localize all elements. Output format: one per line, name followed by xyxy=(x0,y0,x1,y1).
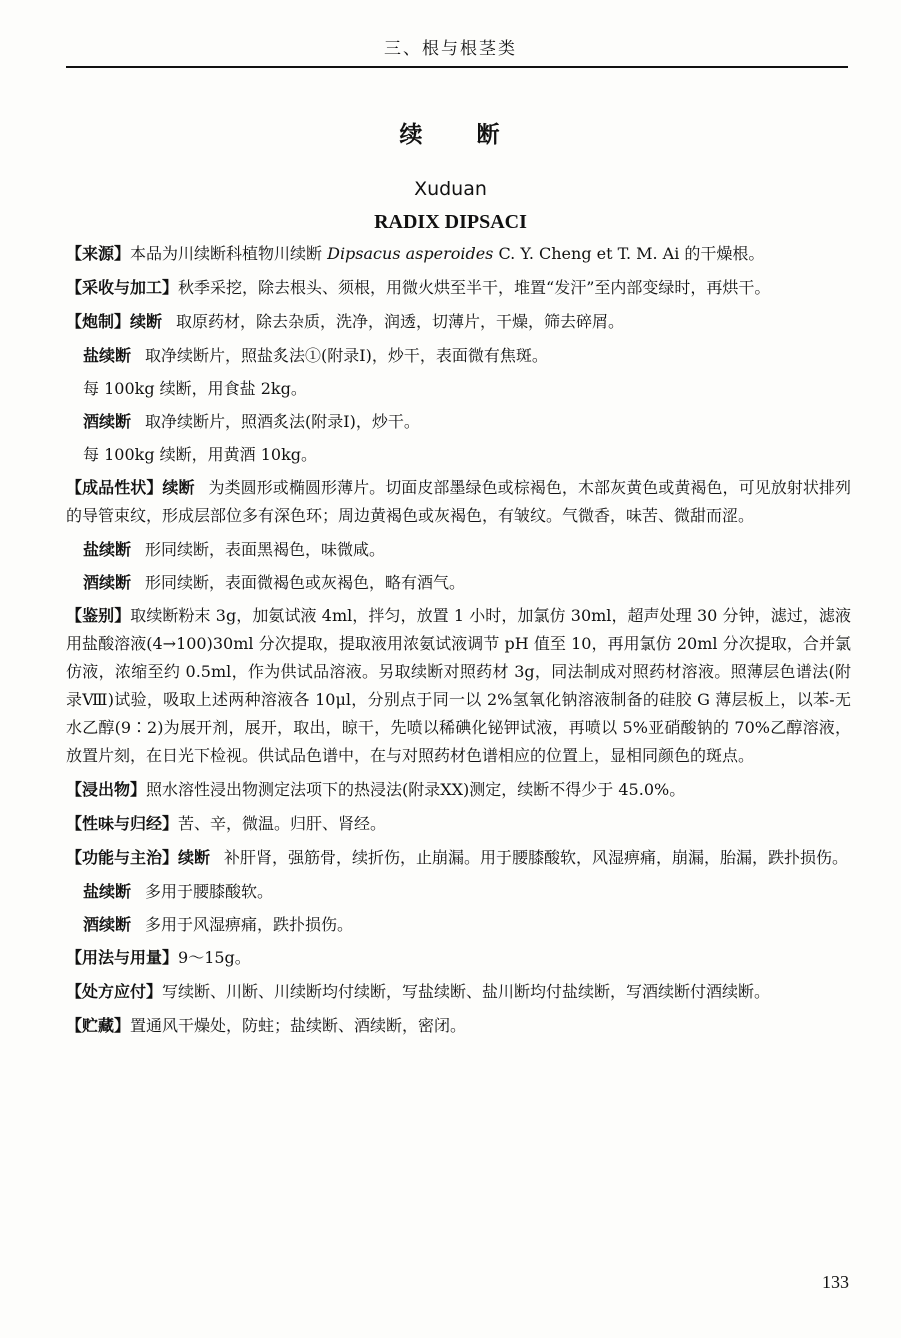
processing-salt xyxy=(66,342,851,370)
section-head: 【来源】 xyxy=(66,244,131,263)
characters-wine xyxy=(66,569,851,597)
section-text: 取原药材，除去杂质，洗净，润透，切薄片，干燥，筛去碎屑。 xyxy=(176,312,625,331)
section-storage xyxy=(66,1012,851,1040)
section-text: 写续断、川断、川续断均付续断，写盐续断、盐川断均付盐续断，写酒续断付酒续断。 xyxy=(162,982,771,1001)
section-text: 每 100kg 续断，用食盐 2kg。 xyxy=(83,379,307,398)
section-text: C. Y. Cheng et T. M. Ai 的干燥根。 xyxy=(493,244,765,263)
latin-name: RADIX DIPSACI xyxy=(374,211,527,233)
subhead: 酒续断 xyxy=(83,412,132,431)
species-name: Dipsacus asperoides xyxy=(327,244,494,263)
section-identification xyxy=(66,602,851,770)
section-text: 取续断粉末 3g，加氨试液 4ml，拌匀，放置 1 小时，加氯仿 30ml，超声处理 30 分钟，滤过，滤液用盐酸溶液(4→100)30ml 分次提取，提取液用浓氨试液调节 pH 值至 10，再用氯仿 20ml 分次提取，合并氯仿液，浓缩至约 0.5ml，作为供试品溶液。另取续断对照药材 3g，同法制成对照药材溶液。照薄层色谱法(附录Ⅷ)试验，吸取上述两种溶液各 10μl，分别点于同一以 2%氢氧化钠溶液制备的硅胶 G 薄层板上，以苯-无水乙醇(9∶2)为展开剂，展开，取出，晾干，先喷以稀碘化铋钾试液，再喷以 5%亚硝酸钠的 70%乙醇溶液，放置片刻，在日光下检视。供试品色谱中，在与对照药材色谱相应的位置上，显相同颜色的斑点。 xyxy=(66,606,851,765)
section-text: 苦、辛，微温。归肝、肾经。 xyxy=(178,814,387,833)
running-head: 三、根与根茎类 xyxy=(384,39,517,59)
function-wine xyxy=(66,911,851,939)
section-text: 置通风干燥处，防蛀；盐续断、酒续断，密闭。 xyxy=(130,1016,467,1035)
section-text: 多用于风湿痹痛，跌扑损伤。 xyxy=(145,915,354,934)
section-text: 补肝肾，强筋骨，续折伤，止崩漏。用于腰膝酸软，风湿痹痛，崩漏，胎漏，跌扑损伤。 xyxy=(224,848,849,867)
section-head: 【成品性状】 xyxy=(66,478,163,497)
section-text: 9～15g。 xyxy=(178,948,251,967)
section-head: 【贮藏】 xyxy=(66,1016,131,1035)
section-characters xyxy=(66,474,851,530)
section-harvest xyxy=(66,274,851,302)
section-head: 【浸出物】 xyxy=(66,780,147,799)
section-head: 【性味与归经】 xyxy=(66,814,179,833)
section-text: 形同续断，表面黑褐色，味微咸。 xyxy=(145,540,386,559)
section-head: 【功能与主治】 xyxy=(66,848,179,867)
section-head: 【处方应付】 xyxy=(66,982,163,1001)
section-prescription xyxy=(66,978,851,1006)
section-dosage xyxy=(66,944,851,972)
section-processing xyxy=(66,308,851,336)
section-text: 每 100kg 续断，用黄酒 10kg。 xyxy=(83,445,318,464)
section-text: 取净续断片，照酒炙法(附录Ⅰ)，炒干。 xyxy=(145,412,420,431)
section-text: 为类圆形或椭圆形薄片。切面皮部墨绿色或棕褐色，木部灰黄色或黄褐色，可见放射状排列的导管束纹，形成层部位多有深色环；周边黄褐色或灰褐色，有皱纹。气微香，味苦、微甜而涩。 xyxy=(66,478,851,525)
section-text: 取净续断片，照盐炙法①(附录Ⅰ)，炒干，表面微有焦斑。 xyxy=(145,346,548,365)
section-head: 【用法与用量】 xyxy=(66,948,179,967)
processing-wine xyxy=(66,408,851,436)
processing-wine-amount xyxy=(66,441,851,469)
subhead: 酒续断 xyxy=(83,915,132,934)
subhead: 盐续断 xyxy=(83,346,132,365)
section-text: 秋季采挖，除去根头、须根，用微火烘至半干，堆置“发汗”至内部变绿时，再烘干。 xyxy=(178,278,771,297)
section-extract xyxy=(66,776,851,804)
section-text: 形同续断，表面微褐色或灰褐色，略有酒气。 xyxy=(145,573,466,592)
page-number: 133 xyxy=(822,1272,849,1292)
section-head: 【鉴别】 xyxy=(66,606,131,625)
characters-salt xyxy=(66,536,851,564)
section-source xyxy=(66,240,851,268)
section-text: 本品为川续断科植物川续断 xyxy=(130,244,328,263)
pinyin-name: Xuduan xyxy=(414,178,487,200)
page-title xyxy=(0,116,901,149)
header-rule xyxy=(66,66,848,68)
subhead: 酒续断 xyxy=(83,573,132,592)
section-text: 多用于腰膝酸软。 xyxy=(145,882,274,901)
subhead: 续断 xyxy=(162,478,195,497)
subhead: 盐续断 xyxy=(83,540,132,559)
section-head: 【采收与加工】 xyxy=(66,278,179,297)
processing-salt-amount xyxy=(66,375,851,403)
title-char-2: 断 xyxy=(476,122,502,148)
monograph-body xyxy=(66,240,851,1046)
subhead: 续断 xyxy=(130,312,163,331)
section-head: 【炮制】 xyxy=(66,312,131,331)
section-nature xyxy=(66,810,851,838)
subhead: 续断 xyxy=(178,848,211,867)
subhead: 盐续断 xyxy=(83,882,132,901)
title-char-1: 续 xyxy=(399,122,425,148)
function-salt xyxy=(66,878,851,906)
section-function xyxy=(66,844,851,872)
section-text: 照水溶性浸出物测定法项下的热浸法(附录ⅩⅩ)测定，续断不得少于 45.0%。 xyxy=(146,780,686,799)
